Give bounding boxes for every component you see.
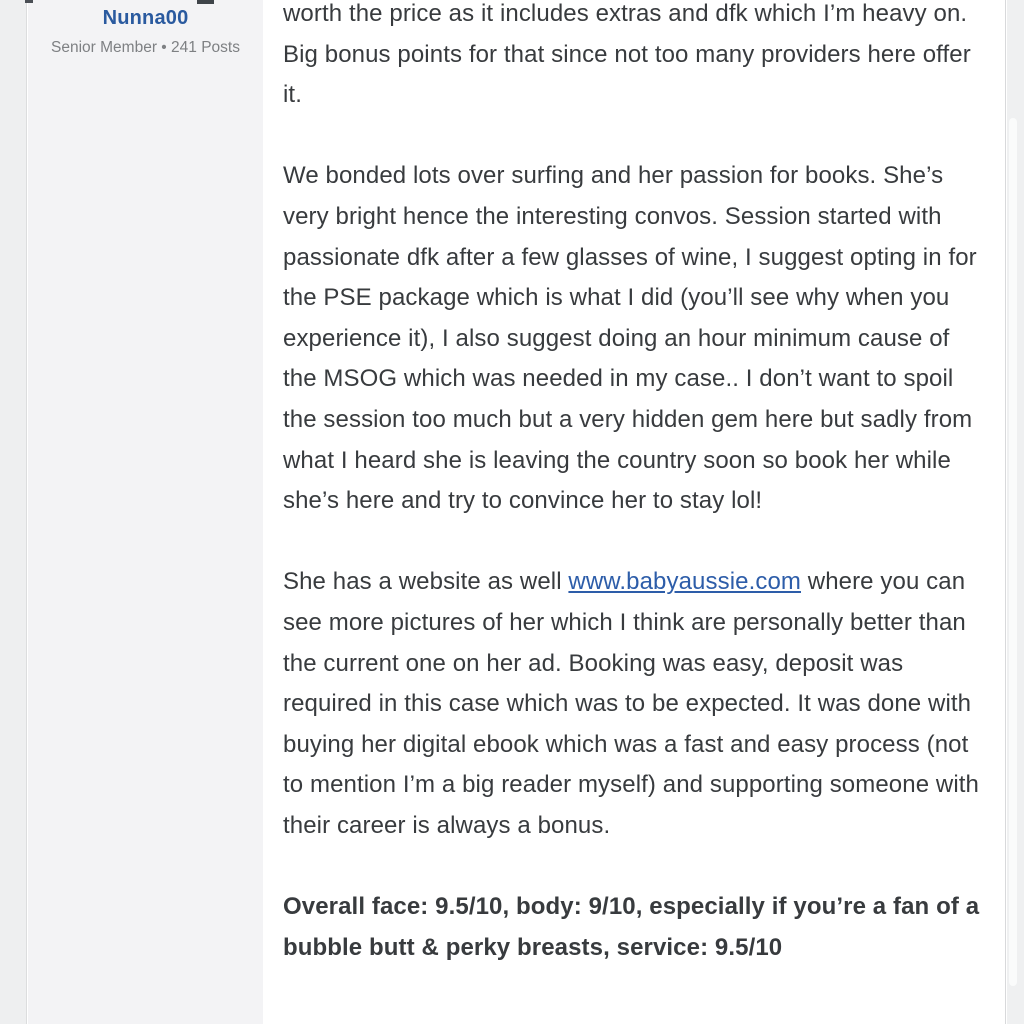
post-content — [263, 0, 1006, 1024]
post-author-panel — [28, 0, 263, 1024]
website-link[interactable]: www.babyaussie.com — [568, 568, 801, 596]
post-paragraph — [283, 562, 983, 846]
post-paragraph: We bonded lots over surfing and her passion for books. She’s very bright hence the interesting convos. Session started with passionate dfk after a few glasses of wine, I suggest opting in for the PSE package which is what I did (you’ll see why when you experience it), I also suggest doing an hour minimum cause of the MSOG which was needed in my case.. I don’t want to spoil the session too much but a very hidden gem here but sadly from what I heard she is leaving the country soon so book her while she’s here and try to convince her to stay lol! — [283, 162, 977, 515]
clipped-text-fragment — [197, 0, 214, 4]
post-body-text — [263, 0, 983, 968]
scrollbar-thumb[interactable] — [1009, 118, 1017, 986]
post-rating-summary: Overall face: 9.5/10, body: 9/10, especially if you’re a fan of a bubble butt & perky breasts, service: 9.5/10 — [283, 893, 980, 961]
page-gutter — [0, 0, 27, 1024]
clipped-text-fragment — [25, 0, 33, 3]
post-paragraph-text: where you can see more pictures of her which I think are personally better than the current one on her ad. Booking was easy, deposit was required in this case which was to be expected. It was done with buying her digital ebook which was a fast and easy process (not to mention I’m a big reader myself) and supporting someone with their career is always a bonus. — [283, 568, 979, 839]
scrollbar-track[interactable] — [1007, 0, 1024, 1024]
author-meta-text: Senior Member • 241 Posts — [51, 39, 240, 56]
author-username-link[interactable]: Nunna00 — [102, 7, 189, 29]
post-paragraph-text: She has a website as well — [283, 568, 569, 596]
post-paragraph: worth the price as it includes extras and dfk which I’m heavy on. Big bonus points for that since not too many providers here offer it. — [283, 0, 971, 109]
